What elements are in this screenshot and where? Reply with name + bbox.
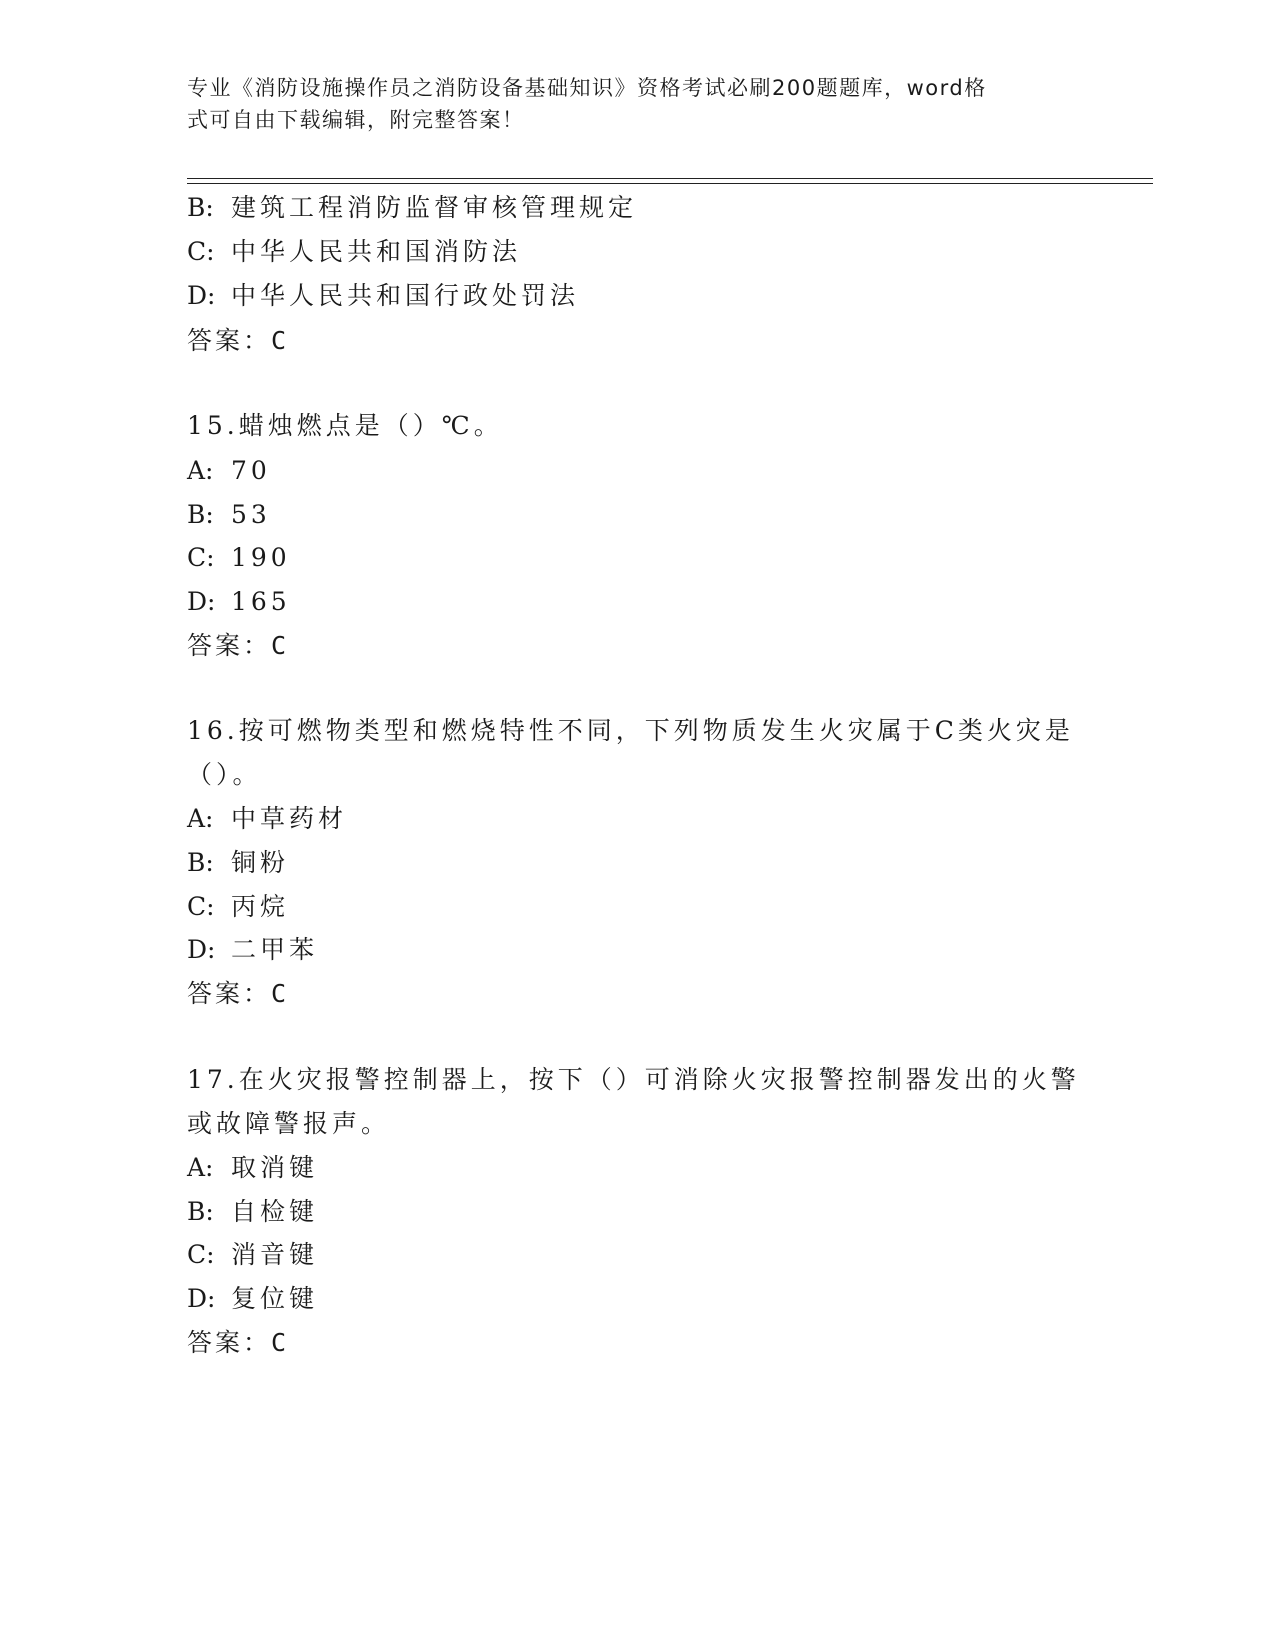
question-stem-15: 15.蜡烛燃点是（）℃。	[187, 411, 503, 440]
option-a	[187, 803, 347, 835]
option-text: 丙烷	[231, 892, 290, 921]
option-d	[187, 1283, 318, 1315]
header-line-2: 式可自由下载编辑，附完整答案！	[187, 108, 525, 132]
option-letter: B:	[187, 500, 214, 529]
option-c	[187, 1239, 318, 1271]
header-divider-top	[187, 178, 1153, 179]
option-text: 190	[231, 543, 291, 572]
answer-value: C	[271, 979, 287, 1008]
option-c	[187, 891, 289, 923]
option-letter: A:	[187, 1153, 214, 1182]
answer-label: 答案：	[187, 631, 272, 660]
option-text: 165	[231, 587, 291, 616]
document-header	[187, 72, 1067, 136]
answer-line	[187, 325, 286, 357]
option-letter: D:	[187, 587, 216, 616]
answer-value: C	[271, 631, 287, 660]
option-b	[187, 1196, 318, 1228]
header-line-1: 专业《消防设施操作员之消防设备基础知识》资格考试必刷200题题库，word格	[187, 76, 987, 100]
option-b	[187, 192, 637, 224]
option-text: 复位键	[231, 1284, 319, 1313]
option-b	[187, 847, 289, 879]
option-text: 二甲苯	[231, 935, 319, 964]
option-d	[187, 280, 579, 312]
header-divider-bottom	[187, 183, 1153, 184]
option-letter: C:	[187, 892, 215, 921]
option-letter: B:	[187, 1197, 214, 1226]
answer-label: 答案：	[187, 979, 272, 1008]
option-b	[187, 499, 271, 531]
option-letter: B:	[187, 848, 214, 877]
option-letter: C:	[187, 1240, 215, 1269]
option-text: 中华人民共和国行政处罚法	[231, 281, 580, 310]
option-letter: A:	[187, 804, 214, 833]
option-text: 自检键	[231, 1197, 319, 1226]
option-a	[187, 455, 271, 487]
option-letter: B:	[187, 193, 214, 222]
option-text: 消音键	[231, 1240, 319, 1269]
question-stem-17: 17.在火灾报警控制器上，按下（）可消除火灾报警控制器发出的火警	[187, 1065, 1080, 1094]
question-stem-16-cont: （）。	[187, 760, 262, 789]
option-c	[187, 236, 521, 268]
answer-label: 答案：	[187, 1328, 272, 1357]
option-letter: A:	[187, 456, 214, 485]
answer-value: C	[271, 1328, 287, 1357]
option-d	[187, 934, 318, 966]
question-stem-17-cont: 或故障警报声。	[187, 1109, 391, 1138]
option-letter: D:	[187, 935, 216, 964]
answer-line	[187, 978, 286, 1010]
option-text: 70	[231, 456, 271, 485]
option-text: 中华人民共和国消防法	[231, 237, 522, 266]
answer-value: C	[271, 326, 287, 355]
option-d	[187, 586, 291, 618]
option-letter: C:	[187, 237, 215, 266]
option-a	[187, 1152, 318, 1184]
option-letter: D:	[187, 281, 216, 310]
option-c	[187, 542, 291, 574]
option-text: 中草药材	[231, 804, 348, 833]
option-text: 建筑工程消防监督审核管理规定	[231, 193, 638, 222]
option-text: 53	[231, 500, 271, 529]
question-stem-16: 16.按可燃物类型和燃烧特性不同，下列物质发生火灾属于C类火灾是	[187, 716, 1074, 745]
option-letter: C:	[187, 543, 215, 572]
option-letter: D:	[187, 1284, 216, 1313]
answer-line	[187, 1327, 286, 1359]
option-text: 取消键	[231, 1153, 319, 1182]
option-text: 铜粉	[231, 848, 290, 877]
answer-label: 答案：	[187, 326, 272, 355]
answer-line	[187, 630, 286, 662]
